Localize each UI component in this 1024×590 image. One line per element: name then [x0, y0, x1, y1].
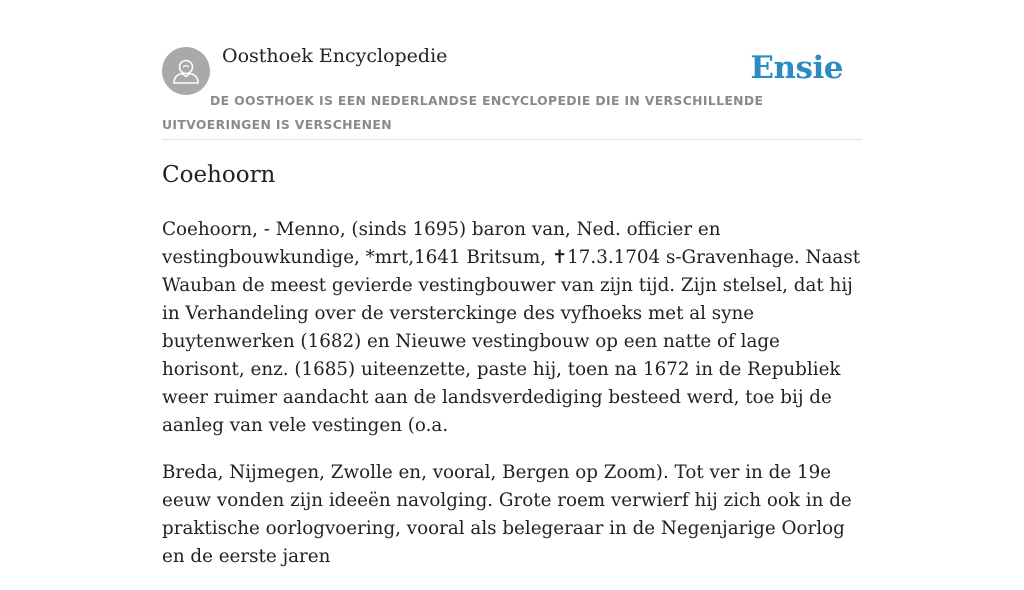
article-title: Coehoorn — [162, 162, 276, 188]
site-tagline: DE OOSTHOEK IS EEN NEDERLANDSE ENCYCLOPEDIE DIE IN VERSCHILLENDE UITVOERINGEN IS VERSCHENEN — [162, 93, 764, 132]
site-title[interactable]: Oosthoek Encyclopedie — [222, 45, 448, 67]
user-avatar-icon[interactable] — [162, 47, 210, 95]
content-container — [162, 0, 862, 567]
site-header — [162, 0, 862, 140]
article-paragraph: Coehoorn, - Menno, (sinds 1695) baron van, Ned. officier en vestingbouwkundige, *mrt,1641 Britsum, ✝17.3.1704 s-Gravenhage. Naast Wauban de meest gevierde vestingbouwer van zijn tijd. Zijn stelsel, dat hij in Verhandeling over de versterckinge des vyfhoeks met al syne buytenwerken (1682) en Nieuwe vestingbouw op een natte of lage horisont, enz. (1685) uiteenzette, paste hij, toen na 1672 in de Republiek weer ruimer aandacht aan de landsverdediging besteed werd, toe bij de aanleg van vele vestingen (o.a. — [162, 219, 861, 436]
article-body — [162, 216, 862, 590]
article-paragraph: Breda, Nijmegen, Zwolle en, vooral, Bergen op Zoom). Tot ver in de 19e eeuw vonden zijn ideeën navolging. Grote roem verwierf hij zich ook in de praktische oorlogvoering, vooral als belegeraar in de Negenjarige Oorlog en de eerste jaren — [162, 462, 852, 567]
brand-logo[interactable]: Ensie — [750, 50, 843, 86]
